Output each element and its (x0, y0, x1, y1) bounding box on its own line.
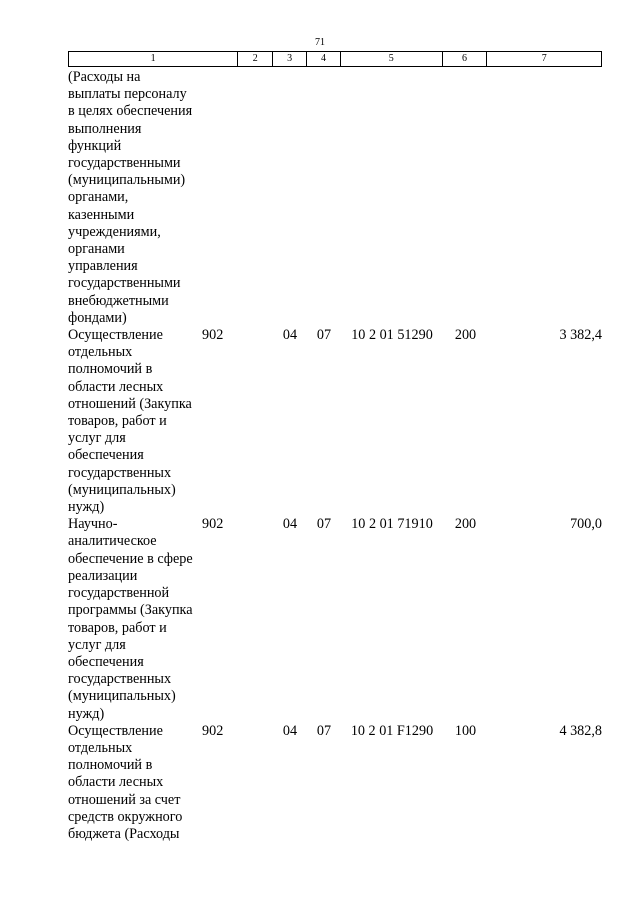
row-subsection: 07 (316, 722, 332, 739)
row-expense-type (443, 69, 488, 327)
row-section: 04 (282, 327, 298, 344)
row-section: 04 (282, 722, 298, 739)
header-col-7: 7 (541, 53, 547, 64)
header-col-1: 1 (69, 52, 238, 66)
header-col-4: 4 (307, 52, 341, 66)
page-number: 71 (315, 37, 325, 48)
row-ministry (202, 69, 273, 327)
row-amount (488, 69, 602, 327)
row-name: (Расходы на выплаты персоналу в целях обеспечения выполнения функций государственными (муниципальными) органами, казенными учреждениями, органами управления государственными внебюджетными фондами) (68, 69, 193, 326)
table-row (68, 327, 602, 516)
row-subsection: 07 (316, 516, 332, 533)
row-target-code: 10 2 01 F1290 (350, 722, 434, 739)
row-name: Осуществление отдельных полномочий в области лесных отношений (Закупка товаров, работ и услуг для обеспечения государственных (муниципальных) нужд) (68, 327, 192, 516)
table-row (68, 516, 602, 722)
table-body (68, 69, 602, 843)
table-row (68, 723, 602, 843)
row-target-code: 10 2 01 71910 (351, 516, 433, 533)
header-col-3: 3 (273, 52, 307, 66)
row-ministry: 902 (202, 516, 224, 533)
row-target-code (341, 69, 443, 327)
row-section: 04 (282, 516, 298, 533)
row-expense-type: 100 (454, 722, 477, 739)
row-name: Осуществление отдельных полномочий в области лесных отношений за счет средств окружного бюджета (Расходы (68, 722, 183, 842)
row-name: Научно- аналитическое обеспечение в сфере реализации государственной программы (Закупка товаров, работ и услуг для обеспечения государственных (муниципальных) нужд) (68, 516, 193, 722)
row-amount: 4 382,8 (559, 722, 602, 739)
header-col-2: 2 (238, 52, 273, 66)
table-header (68, 51, 602, 67)
row-subsection (307, 69, 341, 327)
header-col-6: 6 (443, 52, 488, 66)
row-section (273, 69, 307, 327)
row-subsection: 07 (316, 327, 332, 344)
row-amount: 3 382,4 (559, 327, 602, 344)
row-ministry: 902 (202, 722, 224, 739)
row-target-code: 10 2 01 51290 (351, 327, 433, 344)
table-row (68, 69, 602, 327)
row-ministry: 902 (202, 327, 224, 344)
row-expense-type: 200 (454, 516, 477, 533)
row-amount: 700,0 (570, 516, 602, 533)
header-col-5: 5 (341, 52, 443, 66)
row-expense-type: 200 (454, 327, 477, 344)
